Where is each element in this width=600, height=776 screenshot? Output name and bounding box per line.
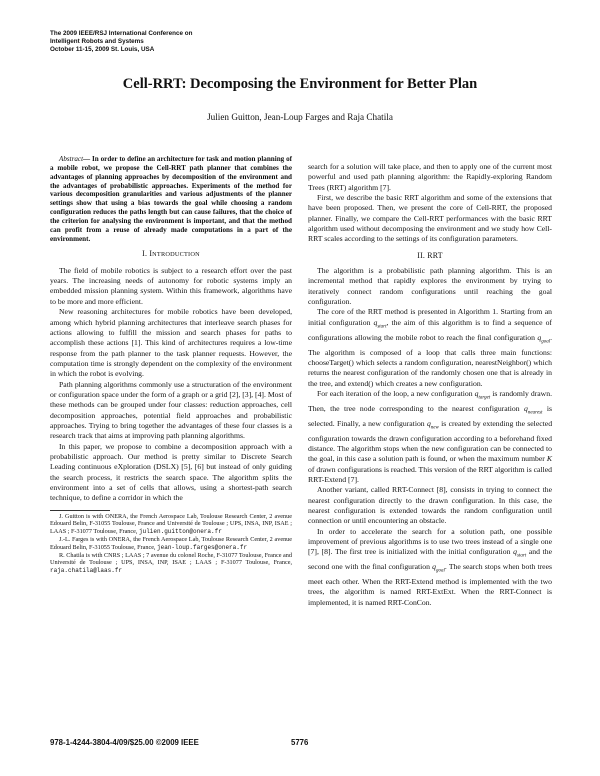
paragraph: The field of mobile robotics is subject to a research effort over the past years. The increasing needs of autonomy for robotic systems imply an embedded mission planning system. Within this framework, algorithms have to be more and more efficient.	[50, 265, 292, 306]
paragraph: In this paper, we propose to combine a decomposition approach with a probabilistic approach. Our method is pretty similar to Discrete Search Leading continuous eXploration (DSLX) [5], [6] but instead of only guiding the search process, it restricts the search space. The algorithm splits the environment into a set of cells that allows, using a shortest-path search technique, to define a corridor in which the	[50, 441, 292, 503]
footnote	[50, 552, 292, 575]
math-q: $q_{start}$	[513, 547, 527, 559]
section-title-rest: NTRODUCTION	[152, 251, 200, 259]
paragraph-continued: search for a solution will take place, and then to apply one of the current most powerful and used path planning algorithm: the Rapidly-exploring Random Trees (RRT) algorithm [7].	[308, 162, 552, 192]
page-number: 5776	[291, 738, 309, 747]
conference-line: October 11-15, 2009 St. Louis, USA	[50, 46, 155, 53]
left-column	[50, 155, 292, 575]
abstract	[50, 155, 292, 243]
footnote	[50, 513, 292, 536]
text: and the second one with the final configuration	[308, 547, 552, 572]
paragraph	[308, 527, 552, 608]
footnote-text: J.-L. Farges is with ONERA, the French Aerospace Lab, Toulouse Research Center, 2 avenue Edouard Belin, F-31055 Toulouse, France,	[50, 536, 292, 551]
text: is randomly drawn. Then, the tree node corresponding to the nearest configuration	[308, 388, 552, 413]
right-column	[308, 162, 552, 608]
math-k: K	[546, 454, 553, 464]
text: . The search stops when both trees meet each other. When the RRT-Extend method is implemented with the two trees, the algorithm is named RRT-ExtExt. When the RRT-Connect is implemented, it is named RRT-ConCon.	[308, 562, 552, 607]
text: is created by extending the selected configuration towards the drawn configuration according to a beforehand fixed distance. The algorithm stops when the new configuration can be connected to the goal, in this case a solution path is found, or when the maximum number	[308, 418, 553, 464]
footnote-email: raja.chatila@laas.fr	[50, 567, 123, 575]
conference-line: Intelligent Robots and Systems	[50, 38, 144, 45]
paragraph: The algorithm is a probabilistic path planning algorithm. This is an incremental method that rapidly explores the environment by trying to iteratively connect random configurations until reaching the goal configuration.	[308, 266, 552, 307]
section-heading-introduction	[50, 249, 292, 260]
abstract-lead: Abstract	[59, 155, 84, 163]
section-numeral: I.	[142, 249, 150, 259]
footnote-text: R. Chatila is with CNRS ; LAAS ; 7 avenue du colonel Roche, F-31077 Toulouse, France and Université de Toulouse ; UPS, INSA, INP, ISAE ; LAAS ; F-31077 Toulouse, France,	[50, 551, 292, 567]
text: of drawn configurations is reached. This version of the RRT algorithm is called RRT-Extend [7].	[308, 464, 552, 484]
section-title-initial: I	[149, 249, 153, 259]
math-q: $q_{nearest}$	[524, 403, 543, 416]
text: . The algorithm is composed of a loop that calls three main functions: chooseTarget() which selects a random configuration, nearestNeighbor() which returns the nearest configuration of the randomly chosen one that is already in the tree, and extend() which creates a new configuration.	[308, 332, 552, 388]
footnote	[50, 536, 292, 552]
paragraph	[308, 389, 552, 485]
math-q: $q_{target}$	[474, 388, 491, 401]
math-q: $q_{new}$	[426, 418, 439, 431]
footnote-email: julien.guitton@onera.fr	[139, 528, 222, 536]
abstract-body: — In order to define an architecture for task and motion planning of a mobile robot, we propose the Cell-RRT path planner that combines the advantages of planning approaches by decomposition of the environment and the advantages of probabilistic approaches. Experiments of the method for various decomposition granularities and various adjustments of the planner settings show that using a bias towards the goal while choosing a random configuration reduces the paths length but can cause failures, that the choice of the criterion for analysing the environment is important, and that the method can profit from a reuse of already made computations in a part of the environment.	[50, 155, 292, 243]
text: The core of the RRT method is presented in Algorithm 1. Starting from an initial configuration	[308, 307, 552, 327]
paragraph: First, we describe the basic RRT algorithm and some of the extensions that have been proposed. Then, we present the core of Cell-RRT, the proposed planner. Finally, we compare the Cell-RRT performances with the basic RRT algorithm used without decomposing the environment and we study how Cell-RRT scales according to the settings of its configuration parameters.	[308, 193, 552, 244]
math-q: $q_{goal}$	[537, 332, 551, 345]
section-heading-rrt: II. RRT	[417, 250, 443, 260]
conference-header	[50, 30, 350, 54]
footnote-text: J. Guitton is with ONERA, the French Aerospace Lab, Toulouse Research Center, 2 avenue Edouard Belin, F-31055 Toulouse, France and Université de Toulouse ; UPS, INSA, INP, ISAE ; LAAS ; F-31077 Toulouse, France,	[50, 512, 292, 536]
text: , the aim of this algorithm is to find a sequence of configurations allowing the mobile robot to reach the final configuration	[308, 317, 552, 342]
conference-line: The 2009 IEEE/RSJ International Conference on	[50, 30, 193, 37]
math-q: $q_{start}$	[373, 317, 387, 330]
footnote-email: jean-loup.farges@onera.fr	[157, 543, 248, 551]
paragraph: Path planning algorithms commonly use a structuration of the environment or configuration space under the form of a graph or a grid [2], [3], [4]. Most of these methods can be grouped under four classes: reduction approaches, cell decomposition approaches, potential field approaches and probabilistic approaches. Trying to bring together the advantages of these four classes is a research track that aims at improving path planning algorithms.	[50, 379, 292, 441]
paragraph: Another variant, called RRT-Connect [8], consists in trying to connect the nearest configuration directly to the drawn configuration. In this case, the nearest configuration is extended towards the random configuration until connection or until encountering an obstacle.	[308, 485, 552, 526]
paragraph	[308, 307, 552, 388]
paper-authors: Julien Guitton, Jean-Loup Farges and Raja Chatila	[207, 112, 393, 122]
paper-title: Cell-RRT: Decomposing the Environment for Better Plan	[122, 76, 478, 92]
text: In order to accelerate the search for a solution path, one possible improvement of previous algorithms is to use two trees instead of a single one [7], [8]. The first tree is initialized with the initial configuration	[308, 526, 552, 557]
footnote-rule	[50, 510, 110, 511]
math-q: $q_{goal}$	[432, 562, 445, 574]
paragraph: New reasoning architectures for mobile robotics have been developed, among which hybrid planning architectures that interleave search phases for actions allowing to fulfill the mission and search phases for paths to accomplish these actions [1]. This kind of architectures requires a low-time response from the path planner to the task planner requests. However, the computation time is strongly dependent on the complexity of the environment in which the robot is evolving.	[50, 307, 292, 379]
text: For each iteration of the loop, a new configuration	[317, 388, 473, 398]
text: is selected. Finally, a new configuration	[308, 403, 552, 428]
footer-isbn: 978-1-4244-3804-4/09/$25.00 ©2009 IEEE	[50, 738, 199, 747]
